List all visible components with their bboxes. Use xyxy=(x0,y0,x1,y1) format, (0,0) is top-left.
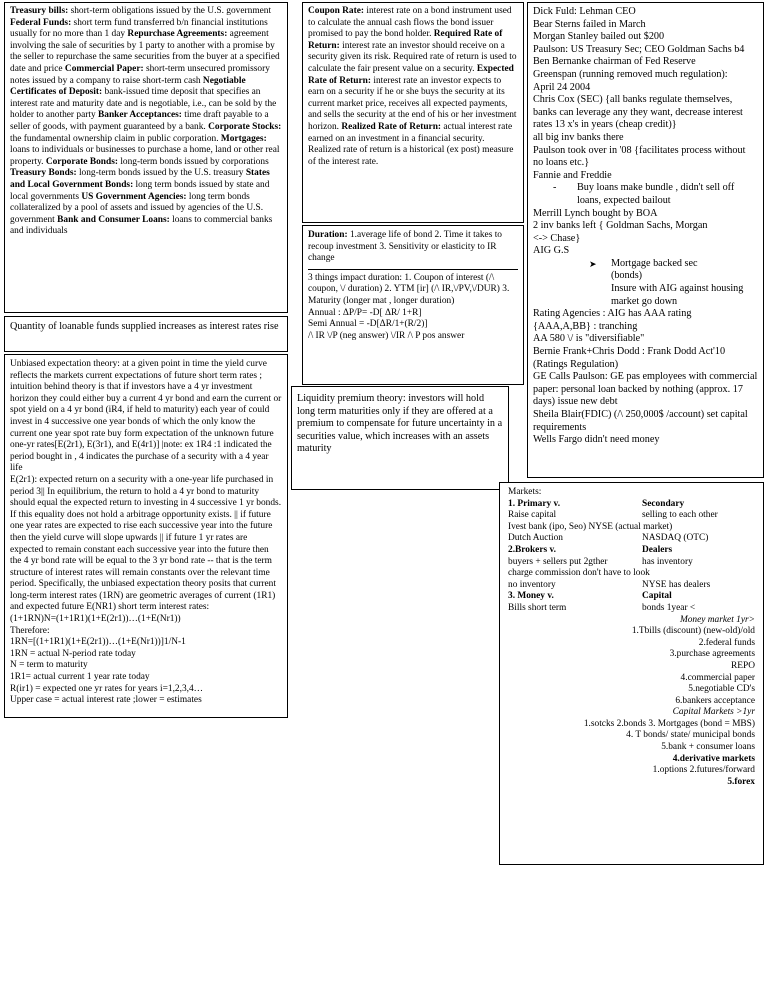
term-definition: the fundamental ownership claim in public corporation. xyxy=(10,133,221,144)
crisis-notes-top xyxy=(533,6,758,182)
term-definition: interest rate an investor should receive on a security given its risk. Required rate of return is used to calculate the fair present value on a security. xyxy=(308,40,517,74)
text-line: (Ratings Regulation) xyxy=(533,358,619,370)
text-line: Rating Agencies : AIG has AAA rating xyxy=(533,308,692,320)
text-line: 1R1= actual current 1 year rate today xyxy=(10,672,150,683)
expectation-theory-text xyxy=(10,359,282,707)
market-right: bonds 1year < xyxy=(642,602,696,613)
market-list-item: Money market 1yr> xyxy=(679,614,755,625)
term-definition: short-term obligations issued by the U.S. government xyxy=(68,6,272,16)
market-right: Secondary xyxy=(642,498,685,509)
text-line: 1RN=[(1+1R1)(1+E(2r1))…(1+E(Nr1))]1/N-1 xyxy=(10,637,186,648)
market-list-item: 4.commercial paper xyxy=(680,672,755,683)
market-list-item: 4.derivative markets xyxy=(672,753,755,764)
text-line: Therefore: xyxy=(10,625,50,636)
text-line: Paulson took over in '08 {facilitates process without no loans etc.} xyxy=(533,144,746,169)
market-pair-row xyxy=(508,568,755,580)
term-definition: agreement involving the sale of securities by 1 party to another with a promise by the seller to repurchase the same securities from the buyer at a specified date and price xyxy=(10,29,280,74)
text-line: all big inv banks there xyxy=(533,131,624,143)
text-line: E(2r1): expected return on a security with a one-year life purchased in period 3|| In equilibrium, the return to hold a 4 yr bond to maturity should equal the expected return to investing in 4 successive 1 yr bonds. If this equality does not hold a arbitrage opportunity exists. || if future one year rates are expected to rise each successive year into the future then the yield curve will slope upwards || if future 1 yr rates are expected to remain constant each successive year into the future then the 4 yr bond rate will be equal to the 3 yr bond rate -- that is the term structure of interest rates will remain constants over the relevant time period. Specifically, the unbiased expectation theory posits that current long-term interest rates (1RN) are geometric averages of current (1R1) and expected future E(NR1) short term interest rates: xyxy=(10,474,282,613)
duration-definition: Duration: 1.average life of bond 2. Time it takes to recoup investment 3. Sensitivity or elasticity to IR change xyxy=(308,230,502,264)
market-right: selling to each other xyxy=(642,510,718,521)
arrow-icon: ➤ xyxy=(589,258,597,269)
liquidity-premium-text: Liquidity premium theory: investors will hold long term maturities only if they are offered at a premium to compensate for future uncertainty in a securities value, which increases with an assets maturity xyxy=(297,393,503,455)
term-definition: interest rate on a bond instrument used to calculate the annual cash flows the bond issuer promised to pay the bond holder. xyxy=(308,6,512,40)
term-label: Bank and Consumer Loans: xyxy=(57,214,170,225)
text-line: AA 580 \/ is "diversifiable" xyxy=(533,333,645,345)
bundle-text: Buy loans make bundle , didn't sell off xyxy=(577,182,735,194)
crisis-notes-mid xyxy=(533,208,758,258)
market-right: NYSE has dealers xyxy=(642,579,711,590)
market-list-item: Capital Markets >1yr xyxy=(672,707,755,718)
term-definition: interest rate an investor expects to earn on a security if he or she buys the security at its current market price, receives all expected payments, and sells the security at the end of his or her investment horizon. xyxy=(308,75,517,132)
duration-divider xyxy=(308,269,518,270)
mbs-line xyxy=(589,258,758,308)
market-left: 1. Primary v. xyxy=(508,498,561,509)
market-left: no inventory xyxy=(508,579,556,590)
duration-formulas xyxy=(308,273,518,343)
text-line: Chris Cox (SEC) {all banks regulate themselves, banks can leverage any they want, decrease interest rates 13 x's in years (cheap credit)} xyxy=(533,94,743,131)
term-definition: time draft payable to a seller of goods, with payment guaranteed by a bank. xyxy=(10,110,269,132)
markets-title: Markets: xyxy=(508,487,542,497)
text-line: Upper case = actual interest rate ;lower = estimates xyxy=(10,695,202,706)
term-definition: long-term bonds issued by corporations xyxy=(117,156,269,167)
term-label: Treasury bills: xyxy=(10,6,69,16)
text-line: Wells Fargo didn't need money xyxy=(533,434,660,446)
market-pair-row xyxy=(508,522,755,534)
dash-bullet: - xyxy=(553,182,557,194)
markets-pairs xyxy=(508,499,755,615)
text-line: Bernie Frank+Chris Dodd : Frank Dodd Act'10 xyxy=(533,346,726,358)
term-label: Treasury Bonds: xyxy=(10,168,77,179)
market-pair-row xyxy=(508,557,755,569)
text-line: 3 things impact duration: 1. Coupon of interest (/\ coupon, \/ duration) 2. YTM [ir] (/\ IR,\/PV,\/DUR) 3. Maturity (longer mat , longer duration) xyxy=(308,272,510,306)
definitions-text xyxy=(10,6,282,238)
text-line: Merrill Lynch bought by BOA xyxy=(533,207,658,219)
text-line: /\ IR \/P (neg answer) \/IR /\ P pos answer xyxy=(308,330,465,341)
term-label: Commercial Paper: xyxy=(64,63,144,74)
markets-list xyxy=(508,615,755,789)
crisis-notes-bottom xyxy=(533,308,758,447)
market-pair-row xyxy=(508,510,755,522)
market-pair-row xyxy=(508,545,755,557)
text-line: 2 inv banks left { Goldman Sachs, Morgan xyxy=(533,220,708,232)
text-line: R(ir1) = expected one yr rates for years i=1,2,3,4… xyxy=(10,683,204,694)
text-line: 1RN = actual N-period rate today xyxy=(10,648,136,659)
term-definition: loans to individuals or businesses to purchase a home, land or other real property. xyxy=(10,145,280,167)
market-right: NASDAQ (OTC) xyxy=(642,533,709,544)
text-line: AIG G.S xyxy=(533,245,570,257)
market-list-item: 5.bank + consumer loans xyxy=(661,742,755,753)
market-list-item: 5.forex xyxy=(727,776,755,787)
term-label: US Government Agencies: xyxy=(81,191,187,202)
market-list-item: REPO xyxy=(731,660,755,671)
market-left: 3. Money v. xyxy=(508,591,554,602)
market-left: charge commission don't have to look xyxy=(508,568,650,579)
bundle-text-2: loans, expected bailout xyxy=(577,194,671,206)
rates-box xyxy=(302,2,524,223)
market-pair-row xyxy=(508,533,755,545)
term-definition: long term bonds collateralized by a pool of assets and issued by agencies of the U.S. government xyxy=(10,191,264,225)
text-line: April 24 2004 xyxy=(533,81,591,93)
market-left: 2.Brokers v. xyxy=(508,544,557,555)
term-label: Required Rate of Return: xyxy=(308,29,503,51)
term-label: Coupon Rate: xyxy=(308,6,364,16)
text-line: Annual : ΔP/P= -D[ ΔR/ 1+R] xyxy=(308,307,422,318)
market-left: Raise capital xyxy=(508,510,557,521)
market-left: Dutch Auction xyxy=(508,533,563,544)
term-definition: short term fund transferred b/n financial institutions usually for no more than 1 day xyxy=(10,17,268,40)
market-list-item: 3.purchase agreements xyxy=(669,649,755,660)
market-pair-row xyxy=(508,580,755,592)
market-list-item: 1.options 2.futures/forward xyxy=(652,765,755,776)
text-line: (bonds) xyxy=(610,270,643,282)
term-definition: actual interest rate earned on an investment in a financial security. Realized rate of return is a historical (ex post) measure of the interest rate. xyxy=(308,121,514,167)
market-list-item: 6.bankers acceptance xyxy=(675,695,755,706)
market-list-item: 1.sotcks 2.bonds 3. Mortgages (bond = MBS) xyxy=(583,718,755,729)
term-definition: loans to commercial banks and individuals xyxy=(10,214,273,237)
text-line: Semi Annual = -D[ΔR/1+(R/2)] xyxy=(308,319,428,330)
market-list-item: 2.federal funds xyxy=(698,637,755,648)
markets-box xyxy=(499,482,764,865)
text-line: Sheila Blair(FDIC) (/\ 250,000$ /account) set capital requirements xyxy=(533,409,748,433)
text-line: Mortgage backed sec xyxy=(610,257,698,269)
market-pair-row xyxy=(508,591,755,603)
text-line: Unbiased expectation theory: at a given point in time the yield curve reflects the markets current expectations of future short term rates ; intuition behind theory is that if investors have a 4 yr investment horizon they could either buy a current 4 yr bond and earn the current or spot yield on a 4 yr bond (iR4, if held to maturity) each year of could invest in 4 successive one year bonds of which the only know the current one year spot rate buy form expectation of the unknown future one-yr rates[E(2r1), E(3r1), and E(4r1)] |note: ex 1R4 :1 indicated the period bought in , 4 indicates the purchase of a security with a 4 year life xyxy=(10,359,282,474)
text-line: N = term to maturity xyxy=(10,660,88,671)
duration-box xyxy=(302,225,524,385)
text-line: Ben Bernanke chairman of Fed Reserve xyxy=(533,56,696,68)
liquidity-premium-box xyxy=(291,386,509,490)
rates-text xyxy=(308,6,518,168)
expectation-theory-box xyxy=(4,354,288,718)
term-label: Expected Rate of Return: xyxy=(308,63,514,86)
text-line: Paulson: US Treasury Sec; CEO Goldman Sachs b4 xyxy=(533,43,745,55)
text-line: Morgan Stanley bailed out $200 xyxy=(533,31,665,43)
market-right: Capital xyxy=(642,591,672,602)
loanable-funds-box xyxy=(4,316,288,352)
term-definition: long term bonds issued by state and local governments xyxy=(10,179,270,202)
market-right: Dealers xyxy=(642,544,673,555)
term-definition: long-term bonds issued by the U.S. treasury xyxy=(76,168,246,179)
term-label: Corporate Bonds: xyxy=(45,156,118,167)
term-definition: short-term unsecured promissory notes issued by a company to raise short-term cash xyxy=(10,63,270,86)
term-definition: bank-issued time deposit that specifies an interest rate and maturity date and is negotiable, i.e., can be sold by the holder to another party xyxy=(10,87,277,121)
term-label: Repurchase Agreements: xyxy=(127,29,228,40)
term-label: States and Local Government Bonds: xyxy=(10,168,270,190)
term-label: Mortgages: xyxy=(220,133,267,144)
term-label: Negotiable Certificates of Deposit: xyxy=(10,75,246,98)
text-line: <-> Chase} xyxy=(533,232,581,244)
market-left: Ivest bank (ipo, Seo) NYSE (actual market) xyxy=(508,521,673,532)
market-right: has inventory xyxy=(642,556,693,567)
bundle-line xyxy=(553,182,758,195)
term-label: Federal Funds: xyxy=(10,17,72,28)
definitions-box xyxy=(4,2,288,313)
text-line: Greenspan (running removed much regulation): xyxy=(533,68,728,80)
text-line: Bear Sterns failed in March xyxy=(533,18,646,30)
market-left: Bills short term xyxy=(508,602,567,613)
term-label: Corporate Stocks: xyxy=(208,121,282,132)
text-line: (1+1RN)N=(1+1R1)(1+E(2r1))…(1+E(Nr1)) xyxy=(10,614,181,625)
term-label: Realized Rate of Return: xyxy=(341,121,442,132)
text-line: GE Calls Paulson: GE pas employees with commercial paper: personal loan backed by nothing (approx. 17 days) issue new debt xyxy=(533,371,758,408)
crisis-notes-box xyxy=(527,2,764,478)
text-line: Insure with AIG against housing market go down xyxy=(610,283,744,307)
market-pair-row xyxy=(508,603,755,615)
market-list-item: 4. T bonds/ state/ municipal bonds xyxy=(626,730,755,741)
mbs-text xyxy=(611,258,758,308)
market-list-item: 5.negotiable CD's xyxy=(688,684,755,695)
market-pair-row xyxy=(508,499,755,511)
text-line: Dick Fuld: Lehman CEO xyxy=(533,6,636,17)
text-line: Fannie and Freddie xyxy=(533,169,612,181)
term-label: Banker Acceptances: xyxy=(98,110,182,121)
market-left: buyers + sellers put 2gther xyxy=(508,556,608,567)
market-list-item: 1.Tbills (discount) (new-old)/old xyxy=(631,626,755,637)
text-line: {AAA,A,BB} : tranching xyxy=(533,320,638,332)
loanable-funds-text: Quantity of loanable funds supplied increases as interest rates rise xyxy=(10,321,279,332)
